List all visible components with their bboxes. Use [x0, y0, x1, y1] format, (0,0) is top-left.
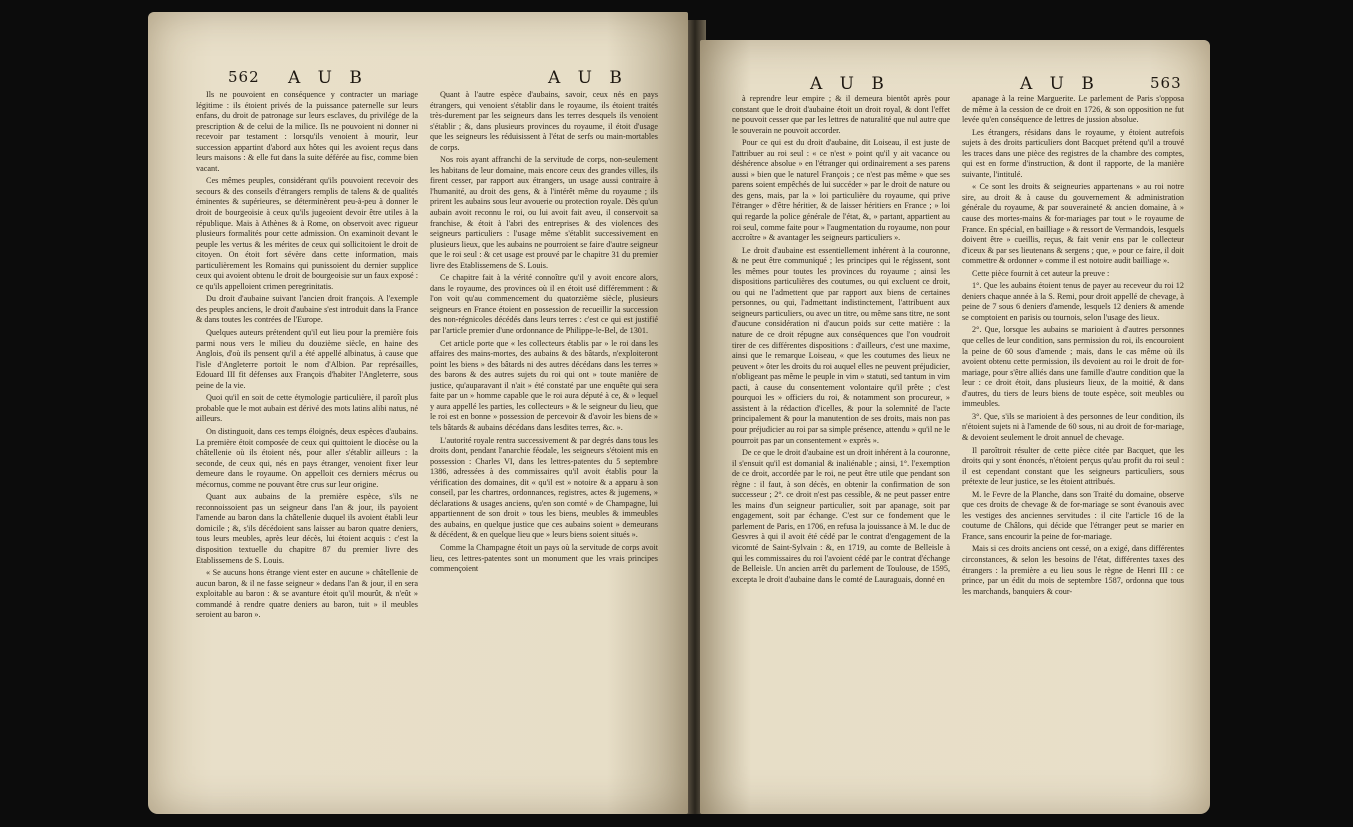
paragraph: 1°. Que les aubains étoient tenus de payer au receveur du roi 12 deniers chaque année à la S. Remi, pour droit appellé de chevage, à peine de 7 sous 6 deniers d'amende, lesquels 12 deniers & amende se comptoient en parisis ou tournois, selon l'usage des lieux. — [962, 281, 1184, 322]
paragraph: On distinguoit, dans ces temps éloignés, deux espèces d'aubains. La première étoit composée de ceux qui quittoient le diocèse ou la châtellenie où ils étoient nés, pour aller s'établir ailleurs : la seconde, de ceux qui, nés en pays étranger, venoient fixer leur demeure dans le royaume. On appelloit ces derniers mécrus ou mécornus, comme ne pouvant être crus sur leur origine. — [196, 426, 418, 489]
paragraph: Pour ce qui est du droit d'aubaine, dit Loiseau, il est juste de l'attribuer au roi seul : « ce n'est » point qu'il y ait vacance ou déshérence absolue » en l'étranger qui ordinairement a ses parens aussi » bien que le naturel François ; ce n'est pas même » que ses parens soient empêchés de lui succéder » par le droit de nature ou des gens, mais, par la » loi particulière du royaume, qui prive l'étranger » d'être héritier, & de laisser héritiers en France ; » loi qui regarde la police générale de l'état, &, » partant, appartient au roi seul, comme faite pour » l'augmentation du royaume, non pour accroître » & avantager les seigneurs particuliers ». — [732, 138, 950, 243]
paragraph: Il paroîtroit résulter de cette pièce citée par Bacquet, que les droits qui y sont énoncés, n'étoient perçus qu'au profit du roi seul : il est cependant constant que les seigneurs particuliers, sous prétexte de leur justice, se les étoient attribués. — [962, 445, 1184, 487]
paragraph: 2°. Que, lorsque les aubains se marioient à d'autres personnes que celles de leur condition, sans permission du roi, ils encouroient la peine de 60 sous d'amende ; mais, dans le cas même où ils avoient obtenu cette permission, ils devoient au roi le droit de for-mariage, pour s'être alliés dans une famille d'autre condition que la leur : ce droit étoit, dans plusieurs lieux, de la moitié, & dans d'autres, du tiers de leurs biens de toute espèce, soit meubles ou immeubles. — [962, 325, 1184, 409]
paragraph: 3°. Que, s'ils se marioient à des personnes de leur condition, ils n'étoient sujets ni à l'amende de 60 sous, ni au droit de for-mariage, & devoient seulement le droit annuel de chevage. — [962, 411, 1184, 442]
paragraph: « Ce sont les droits & seigneuries appartenans » au roi notre sire, au droit & à cause du gouvernement & administration générale du royaume, & par souveraineté & ancien domaine, à » cause des mortes-mains & for-mariages par tout » le royaume de France. En spécial, en bailliage » & ressort de Vermandois, lesquels doivent être » cueillis, reçus, & fait venir ens par le collecteur d'iceux & par ses lieutenans & sergens ; que, » pour ce faire, il doit commettre & ordonner » comme il est notoire audit bailliage ». — [962, 182, 1184, 266]
running-head-left: A U B — [810, 74, 890, 94]
page-number: 562 — [228, 68, 260, 86]
right-page — [700, 40, 1210, 814]
paragraph: Mais si ces droits anciens ont cessé, on a exigé, dans différentes circonstances, & selon les besoins de l'état, différentes taxes des étrangers : la première a eu lieu sous le règne de Henri III : ce prince, par un édit du mois de septembre 1587, ordonna que tous les marchands, banquiers & cour- — [962, 544, 1184, 596]
paragraph: Quelques auteurs prétendent qu'il eut lieu pour la première fois parmi nous vers le milieu du douzième siècle, en haine des Anglois, d'où ils pensent qu'il a été appellé albinatus, à cause que l'isle d'Angleterre portoit le nom d'Albion. Par représailles, Edouard III fit défenses aux François d'habiter l'Angleterre, sous peine de la vie. — [196, 328, 418, 390]
paragraph: à reprendre leur empire ; & il demeura bientôt après pour constant que le droit d'aubaine étoit un droit royal, & dont l'effet ne pouvoit cesser que par les lettres de naturalité que nul autre que le souverain ne pouvoit accorder. — [732, 94, 950, 135]
running-head-right: A U B — [548, 68, 628, 88]
paragraph: Cette pièce fournit à cet auteur la preuve : — [972, 268, 1110, 278]
paragraph: Ils ne pouvoient en conséquence y contracter un mariage légitime : ils étoient privés de la puissance paternelle sur leurs enfans, du droit de patronage sur leurs esclaves, du privilége de la prescription & de celui de la milice. Ils ne pouvoient ni donner ni recevoir par testament : lorsqu'ils venoient à mourir, leur succession appartint d'abord aux hôtes qui les avoient reçus dans leurs maisons : & elle fut dans la suite déférée au fisc, comme bien vacant. — [196, 90, 418, 173]
text-column-1 — [732, 94, 950, 800]
running-head-right: A U B — [1020, 74, 1100, 94]
paragraph: L'autorité royale rentra successivement & par degrés dans tous les droits dont, pendant l'anarchie féodale, les seigneurs s'étoient mis en possession : Charles VI, dans les lettres-patentes du 5 septembre 1386, adressées à des commissaires qu'il avoit établis pour la vérification des domaines, dit « qu'il est » notoire & a apparu à son conseil, par les chartres, ordonnances, registres, actes & jugemens, » déclarations & usages anciens, qu'en son comté » de Champagne, lui appartiennent de son droit » tous les biens, meubles & immeubles des aubains, en quelque justice que ces aubains soient » demeurans & décédent, & en quelque lieu que » leurs biens soient situés ». — [430, 435, 658, 540]
paragraph: « Se aucuns hons étrange vient ester en aucune » châtellenie de aucun baron, & il ne fasse seigneur » dedans l'an & jour, il en sera exploitable au baron : & se avanture étoit qu'il mourût, & n'eût » commandé à rendre quatre deniers au baron, tuit » il meubles seroient au baron ». — [196, 568, 418, 620]
paragraph: Quant aux aubains de la première espèce, s'ils ne reconnoissoient pas un seigneur dans l'an & jour, ils payoient l'amende au baron dans la châtellenie duquel ils avoient établi leur domicile ; &, s'ils décédoient sans laisser au baron quatre deniers, tous leurs meubles, après leur décès, lui étoient acquis : c'est la disposition textuelle du chapitre 87 du premier livre des Etablissemens de S. Louis. — [196, 492, 418, 565]
running-head-left: A U B — [288, 68, 368, 88]
paragraph: Quoi qu'il en soit de cette étymologie particulière, il paroît plus probable que le mot aubain est dérivé des mots latins alibi natus, né ailleurs. — [196, 393, 418, 424]
paragraph: Quant à l'autre espèce d'aubains, savoir, ceux nés en pays étrangers, qui venoient s'établir dans le royaume, ils étoient traités très-durement par les seigneurs dans les terres desquels ils venoient s'établir ; &, dans plusieurs provinces du royaume, il étoit d'usage que les seigneurs les réduisissent à l'état de serfs ou main-mortables de corps. — [430, 90, 658, 152]
paragraph: Cet article porte que « les collecteurs établis par » le roi dans les affaires des mains-mortes, des aubains & des bâtards, n'exploiteront point les biens » des bâtards ni des autres décédans dans les terres » des barons & des autres sujets du roi qui ont » toute manière de justice, qu'auparavant il n'ait » été constaté par une enquête qui sera faite par un » homme capable que le roi aura député à ce, & » lequel y aura appellé les parties, les collecteurs » & le seigneur du lieu, que le roi est en bonne » possession de percevoir & d'avoir les biens de » tels bâtards & aubains décédans dans lesdites terres, &c. ». — [430, 338, 658, 432]
paragraph: Ce chapitre fait à la vérité connoître qu'il y avoit encore alors, dans le royaume, des provinces où il en étoit usé différemment : & l'on voit qu'au commencement du quatorzième siècle, plusieurs seigneurs en France étoient en possession de recueillir la succession des non-régnicoles décédés dans leurs terres : c'est ce qui est justifié par l'article premier d'une ordonnance de Philippe-le-Bel, de 1301. — [430, 273, 658, 336]
paragraph: Du droit d'aubaine suivant l'ancien droit françois. A l'exemple des peuples anciens, le droit d'aubaine s'est introduit dans la France & dans toutes les contrées de l'Europe. — [196, 294, 418, 325]
paragraph: Les étrangers, résidans dans le royaume, y étoient autrefois sujets à des droits particuliers dont Bacquet prétend qu'il a trouvé les traces dans une pièce des registres de la chambre des comptes, qui est en forme d'instruction, & dont il rapporte, de la manière suivante, l'intitulé. — [962, 127, 1184, 179]
left-page — [148, 12, 688, 814]
page-number: 563 — [1150, 74, 1182, 92]
paragraph: Le droit d'aubaine est essentiellement inhérent à la couronne, & ne peut être communiqué ; les principes qui le régissent, sont les mêmes pour toutes les provinces du royaume ; ainsi les dispositions particulières des coutumes, ou qui excluent ce droit, ou qui ne l'admettent que par rapport aux biens de certaines personnes, ou qui, l'admettant indistinctement, l'attribuent aux seigneurs particuliers, ou avec un titre, ou même sans titre, ne sont d'aucune considération ni d'aucun poids sur cette matière : la nature de ce droit répugne aux conséquences que l'on voudroit tirer de ces différentes dispositions : d'ailleurs, c'est une maxime, ainsi que le remarque Loiseau, « que les coutumes des lieux ne peuvent » ôter les droits du roi auquel elles ne peuvent préjudicier, n'obligeant pas même le peuple in vim » statuti, sed tantum in vim pacti, à cause du consentement volontaire qu'il prête ; c'est pourquoi les » officiers du roi, & notamment son procureur, » assistent à la rédaction d'icelles, & pour la solemnité de l'acte principalement & pour la manutention de ses droits, mais non pas pour préjudicier au roi par sa simple présence, attendu » qu'il ne le pourroit pas par un consentement » exprès ». — [732, 245, 950, 445]
paragraph: apanage à la reine Marguerite. Le parlement de Paris s'opposa de même à la cession de ce droit en 1726, & son opposition ne fut levée qu'en conséquence de lettres de jussion absolue. — [962, 94, 1184, 125]
paragraph: M. le Fevre de la Planche, dans son Traité du domaine, observe que ces droits de chevage & de for-mariage se sont évanouis avec les vestiges des anciennes servitudes : il cite l'article 16 de la coutume de Châlons, qui décide que l'étranger peut se marier en France, sans encourir la peine de for-mariage. — [962, 489, 1184, 541]
text-column-2 — [962, 94, 1184, 800]
paragraph: Comme la Champagne étoit un pays où la servitude de corps avoit lieu, ces lettres-patentes sont un monument que les vrais principes commençoient — [430, 542, 658, 574]
paragraph: Ces mêmes peuples, considérant qu'ils pouvoient recevoir des secours & des conseils d'étrangers remplis de talens & de qualités éminentes & supérieures, se déterminèrent peu-à-peu à donner le droit de bourgeoisie à ceux qu'ils jugeoient devoir être utiles à la république. Mais à Athènes & à Rome, on observoit avec rigueur plusieurs formalités pour cette admission. On examinoit devant le peuple les vertus & les mérites de ceux qui sollicitoient le droit de citoyen. On étoit fort sévère dans cette information, mais particulièrement les Romains qui punissoient du dernier supplice ceux qui avoient obtenu le droit de bourgeoisie sur un faux exposé : ce qu'ils appelloient crimen peregrinitatis. — [196, 176, 418, 291]
paragraph: De ce que le droit d'aubaine est un droit inhérent à la couronne, il s'ensuit qu'il est domanial & inaliénable ; ainsi, 1°. l'exemption de ce droit, accordée par le roi, ne peut être utile que pendant son règne : il faut, à son décès, en obtenir la confirmation de son successeur ; 2°. ce droit n'est pas cessible, & ne peut passer entre les mains d'un seigneur particulier, soit par apanage, soit par engagement, soit par échange. C'est sur ce fondement que le parlement de Paris, en 1706, en refusa la jouissance à M. le duc de Gesvres à qui il avoit été cédé par le contrat d'engagement de la vicomté de Saint-Sylvain : &, en 1719, au comte de Belleisle à qui les commissaires du roi l'avoient cédé par le contrat d'échange de Belleisle. Un ancien arrêt du parlement de Toulouse, de 1595, excepta le droit d'aubaine dans le comté de Lauraguais, donné en — [732, 448, 950, 584]
paragraph: Nos rois ayant affranchi de la servitude de corps, non-seulement les habitans de leur domaine, mais encore ceux des grandes villes, ils firent cesser, par rapport aux étrangers, un usage aussi contraire à l'humanité, au droit des gens, & à l'intérêt même du royaume ; ils prirent les aubains sous leur avouerie ou protection royale. Dès qu'un aubain avoit reconnu le roi, ou lui avoit fait aveu, il conservoit sa franchise, & étoit à l'abri des entreprises & des violences des seigneurs particuliers : l'usage même s'établit successivement en plusieurs lieux, que les aubains ne pourroient se faire d'autre seigneur que le roi seul : & cet usage est prouvé par le chapitre 31 du premier livre des Etablissemens de S. Louis. — [430, 155, 658, 270]
text-column-1 — [196, 90, 418, 802]
text-column-2 — [430, 90, 658, 802]
